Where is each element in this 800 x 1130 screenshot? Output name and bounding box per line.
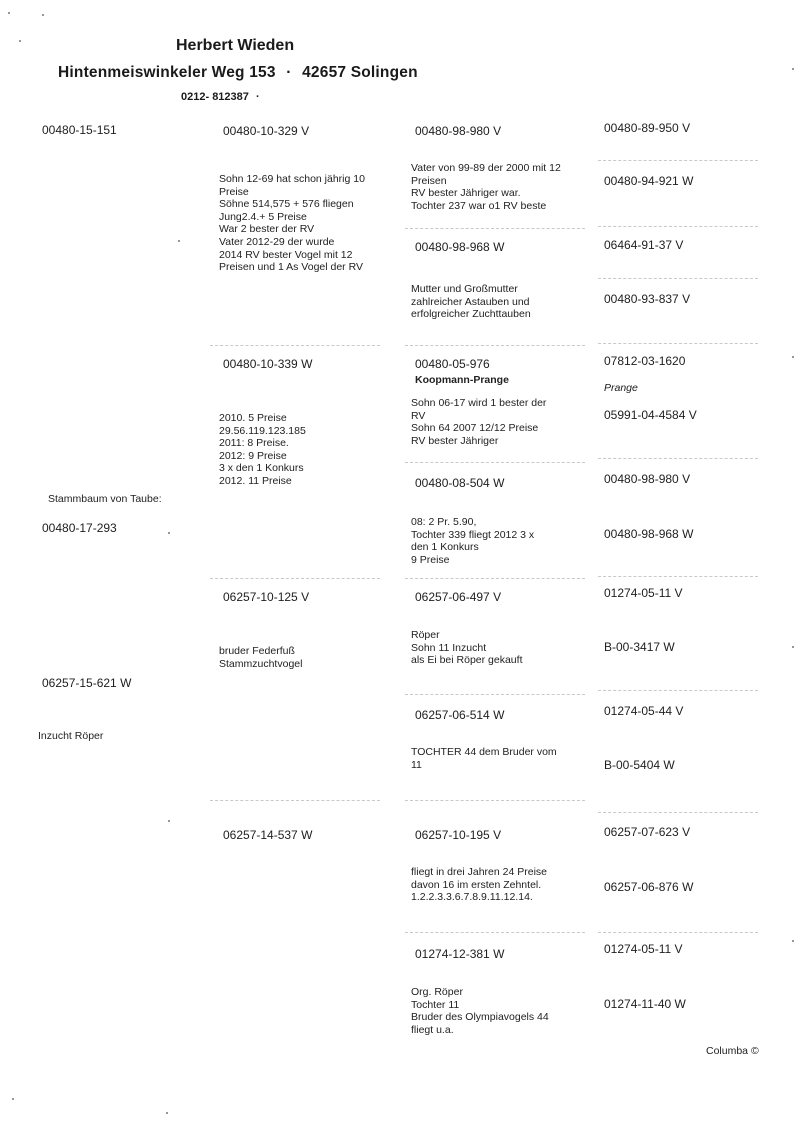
gp2-ring-number: 00480-10-339 W [223, 357, 313, 371]
gggp-ring-number: 01274-05-44 V [604, 704, 684, 718]
divider [598, 458, 758, 459]
ggp6-ring-number: 06257-06-514 W [415, 708, 505, 722]
gggp-ring-number: 00480-89-950 V [604, 121, 691, 135]
gp1-ring-number: 00480-10-329 V [223, 124, 310, 138]
gggp-ring-number: 00480-98-968 W [604, 527, 694, 541]
divider [405, 932, 585, 933]
ggp3-ring-number: 00480-05-976 [415, 357, 490, 371]
divider [405, 800, 585, 801]
breeder-phone [181, 91, 260, 103]
mother-note: Inzucht Röper [38, 730, 104, 742]
gp3-ring-number: 06257-10-125 V [223, 590, 310, 604]
ggp1-ring-number: 00480-98-980 V [415, 124, 502, 138]
divider [405, 578, 585, 579]
gggp-ring-number: 06257-07-623 V [604, 825, 691, 839]
address-city: 42657 Solingen [302, 64, 418, 81]
father-ring-number: 00480-15-151 [42, 123, 117, 137]
gggp-ring-number: B-00-5404 W [604, 758, 675, 772]
ggp5-ring-number: 06257-06-497 V [415, 590, 502, 604]
gggp-ring-number: 06257-06-876 W [604, 880, 694, 894]
divider [210, 578, 380, 579]
gggp-ring-number: 01274-05-11 V [604, 586, 683, 600]
scan-speck [178, 240, 180, 242]
ggp7-note: fliegt in drei Jahren 24 Preise davon 16 im ersten Zehntel. 1.2.2.3.3.6.7.8.9.11.12.14. [411, 866, 547, 904]
scan-speck [19, 40, 21, 42]
ggp7-ring-number: 06257-10-195 V [415, 828, 502, 842]
divider [598, 690, 758, 691]
scan-speck [12, 1098, 14, 1100]
divider [405, 345, 585, 346]
gggp-ring-number: 00480-98-980 V [604, 472, 691, 486]
gp2-note: 2010. 5 Preise 29.56.119.123.185 2011: 8 Preise. 2012: 9 Preise 3 x den 1 Konkurs 2012. 11 Preise [219, 412, 306, 487]
gggp-ring-number: 06464-91-37 V [604, 238, 684, 252]
ggp8-ring-number: 01274-12-381 W [415, 947, 505, 961]
gggp-ring-number: B-00-3417 W [604, 640, 675, 654]
divider [210, 345, 380, 346]
ggp1-note: Vater von 99-89 der 2000 mit 12 Preisen RV bester Jähriger war. Tochter 237 war o1 RV beste [411, 162, 561, 212]
divider [598, 226, 758, 227]
divider [405, 462, 585, 463]
scan-speck [168, 532, 170, 534]
ggp3-note: Sohn 06-17 wird 1 bester der RV Sohn 64 2007 12/12 Preise RV bester Jähriger [411, 397, 547, 447]
address-street: Hintenmeiswinkeler Weg 153 [58, 64, 276, 81]
scan-speck [792, 646, 794, 648]
gggp-breeder: Prange [604, 382, 638, 394]
divider [405, 694, 585, 695]
divider [598, 812, 758, 813]
divider [598, 160, 758, 161]
subject-ring-number: 00480-17-293 [42, 521, 117, 535]
scan-speck [8, 12, 10, 14]
gggp-ring-number: 07812-03-1620 [604, 354, 686, 368]
scan-speck [792, 940, 794, 942]
ggp4-note: 08: 2 Pr. 5.90, Tochter 339 fliegt 2012 3 x den 1 Konkurs 9 Preise [411, 516, 535, 566]
scan-speck [792, 356, 794, 358]
ggp2-note: Mutter und Großmutter zahlreicher Astauben und erfolgreicher Zuchttauben [411, 283, 531, 321]
divider [598, 278, 758, 279]
divider [598, 932, 758, 933]
scan-speck [792, 68, 794, 70]
ggp5-note: Röper Sohn 11 Inzucht als Ei bei Röper gekauft [411, 629, 523, 667]
ggp6-note: TOCHTER 44 dem Bruder vom 11 [411, 746, 557, 771]
phone-number: 0212- 812387 [181, 91, 249, 103]
ggp8-note: Org. Röper Tochter 11 Bruder des Olympiavogels 44 fliegt u.a. [411, 986, 549, 1036]
ggp3-breeder: Koopmann-Prange [415, 374, 509, 386]
gggp-ring-number: 00480-93-837 V [604, 292, 691, 306]
divider [598, 576, 758, 577]
copyright-label: Columba © [706, 1045, 759, 1057]
mother-ring-number: 06257-15-621 W [42, 676, 132, 690]
divider [598, 343, 758, 344]
breeder-name: Herbert Wieden [176, 37, 295, 54]
phone-dot: · [255, 91, 260, 103]
breeder-address [58, 64, 418, 82]
scan-speck [166, 1112, 168, 1114]
ggp4-ring-number: 00480-08-504 W [415, 476, 505, 490]
gggp-ring-number: 01274-11-40 W [604, 997, 686, 1011]
divider [210, 800, 380, 801]
gp3-note: bruder Federfuß Stammzuchtvogel [219, 645, 303, 670]
divider [405, 228, 585, 229]
ggp2-ring-number: 00480-98-968 W [415, 240, 505, 254]
gggp-ring-number: 05991-04-4584 V [604, 408, 697, 422]
pedigree-label: Stammbaum von Taube: [48, 493, 162, 505]
scan-speck [42, 14, 44, 16]
gp1-note: Sohn 12-69 hat schon jährig 10 Preise Söhne 514,575 + 576 fliegen Jung2.4.+ 5 Preise War 2 bester der RV Vater 2012-29 der wurde 2014 RV bester Vogel mit 12 Preisen und 1 As Vogel der RV [219, 173, 365, 274]
scan-speck [168, 820, 170, 822]
address-separator: · [286, 64, 292, 81]
gggp-ring-number: 01274-05-11 V [604, 942, 683, 956]
gggp-ring-number: 00480-94-921 W [604, 174, 694, 188]
gp4-ring-number: 06257-14-537 W [223, 828, 313, 842]
